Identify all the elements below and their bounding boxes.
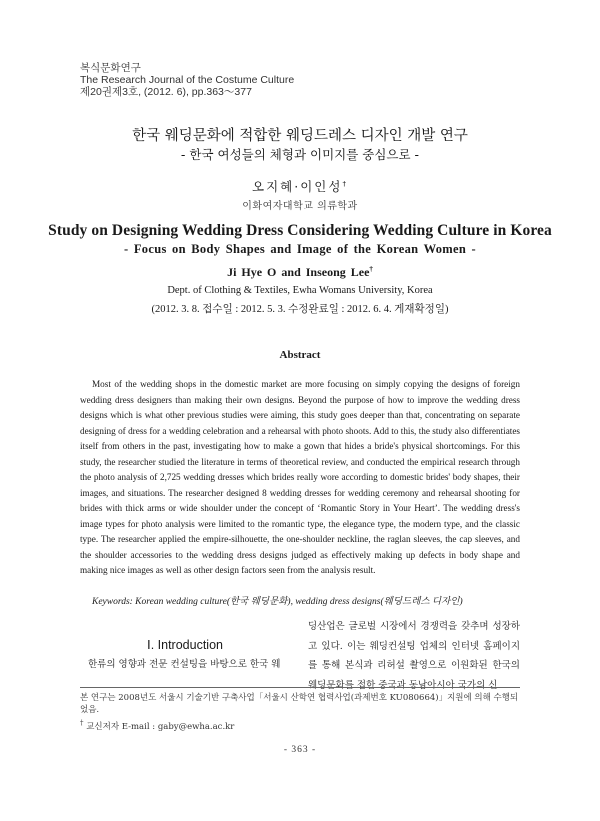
- corresponding-mark-en: †: [369, 265, 373, 273]
- abstract-text: Most of the wedding shops in the domestic market are more focusing on simply copying the designs of foreign wedding dress designers than making their own designs. Beyond the purpose of how to improve the wedding dress designs which is what other previous studies were aiming, this study goes deeper than that, concentrating on separate designing of dress for a wedding celebration and a rehearsal with photo shoots. Add to this, the study also differentiates itself from others in the past, investigating how to make a gown that hides a bride's physical shortcomings. For this study, the researcher studied the literature in terms of theoretical review, and conducted the empirical research through the photo analysis of 2,725 wedding dresses which brides really wore according to domestic brides' body shapes, their images, and situations. The researcher designed 8 wedding dresses for wedding ceremony and rehearsal shooting for brides with thick arms or wide shoulder under the concept of ‘Romantic Story in Your Heart’. The wedding dress's image types for photo analysis were limited to the romantic type, the elegance type, the modern type, and the classic type. The researcher applied the empire-silhouette, the one-shoulder neckline, the raglan sleeves, the cap sleeves, and the shoulder accessories to the wedding dress designs judged as effectively making up defects in body shape and making nice images as well as other design factors seen from the analysis result.: [80, 379, 520, 575]
- intro-left-column: 한류의 영향과 전문 컨설팅을 바탕으로 한국 웨: [88, 659, 281, 670]
- page-number: - 363 -: [283, 745, 317, 755]
- intro-right-column: 딩산업은 글로벌 시장에서 경쟁력을 갖추며 성장하고 있다. 이는 웨딩컨설팅 업체의 인터넷 홈페이지를 통해 본식과 리허설 촬영으로 이원화된 한국의 웨딩문화를 접한 중국과 동남아시아 국가의 신: [308, 621, 520, 691]
- authors-en-names: Ji Hye O and Inseong Lee: [227, 265, 370, 279]
- keywords: Keywords: Korean wedding culture(한국 웨딩문화), wedding dress designs(웨딩드레스 디자인): [92, 597, 463, 607]
- subtitle-en: - Focus on Body Shapes and Image of the Korean Women -: [123, 242, 476, 256]
- footnote-corresponding: [80, 720, 520, 732]
- title-ko: 한국 웨딩문화에 적합한 웨딩드레스 디자인 개발 연구: [132, 128, 468, 144]
- affiliation-en: Dept. of Clothing & Textiles, Ewha Womans University, Korea: [167, 285, 433, 296]
- submission-dates: (2012. 3. 8. 접수일 : 2012. 5. 3. 수정완료일 : 2012. 6. 4. 게재확정일): [151, 304, 449, 315]
- footnote-funding: 본 연구는 2008년도 서울시 기술기반 구축사업「서울시 산학연 협력사업(과제번호 KU080664)」지원에 의해 수행되었음.: [80, 693, 519, 715]
- subtitle-ko: - 한국 여성들의 체형과 이미지를 중심으로 -: [180, 147, 420, 162]
- journal-volume: 제20권제3호, (2012. 6), pp.363～377: [80, 86, 252, 98]
- corresponding-email: 교신저자 E-mail : gaby@ewha.ac.kr: [86, 722, 235, 732]
- authors-ko-names: 오지혜·이인성: [252, 179, 343, 194]
- authors-en: [0, 265, 600, 280]
- journal-name-en: The Research Journal of the Costume Culture: [80, 74, 295, 86]
- affiliation-ko: 이화여자대학교 의류학과: [242, 201, 358, 212]
- abstract-heading: Abstract: [279, 349, 321, 361]
- journal-header: [80, 62, 520, 98]
- title-en: Study on Designing Wedding Dress Considering Wedding Culture in Korea: [48, 222, 552, 239]
- intro-heading: Ⅰ. Introduction: [147, 638, 223, 652]
- footnote-divider: [80, 687, 520, 688]
- corresponding-mark-footnote: †: [80, 719, 84, 728]
- corresponding-mark-ko: †: [342, 179, 348, 188]
- journal-name-ko: 복식문화연구: [80, 62, 141, 74]
- authors-ko: [0, 177, 600, 195]
